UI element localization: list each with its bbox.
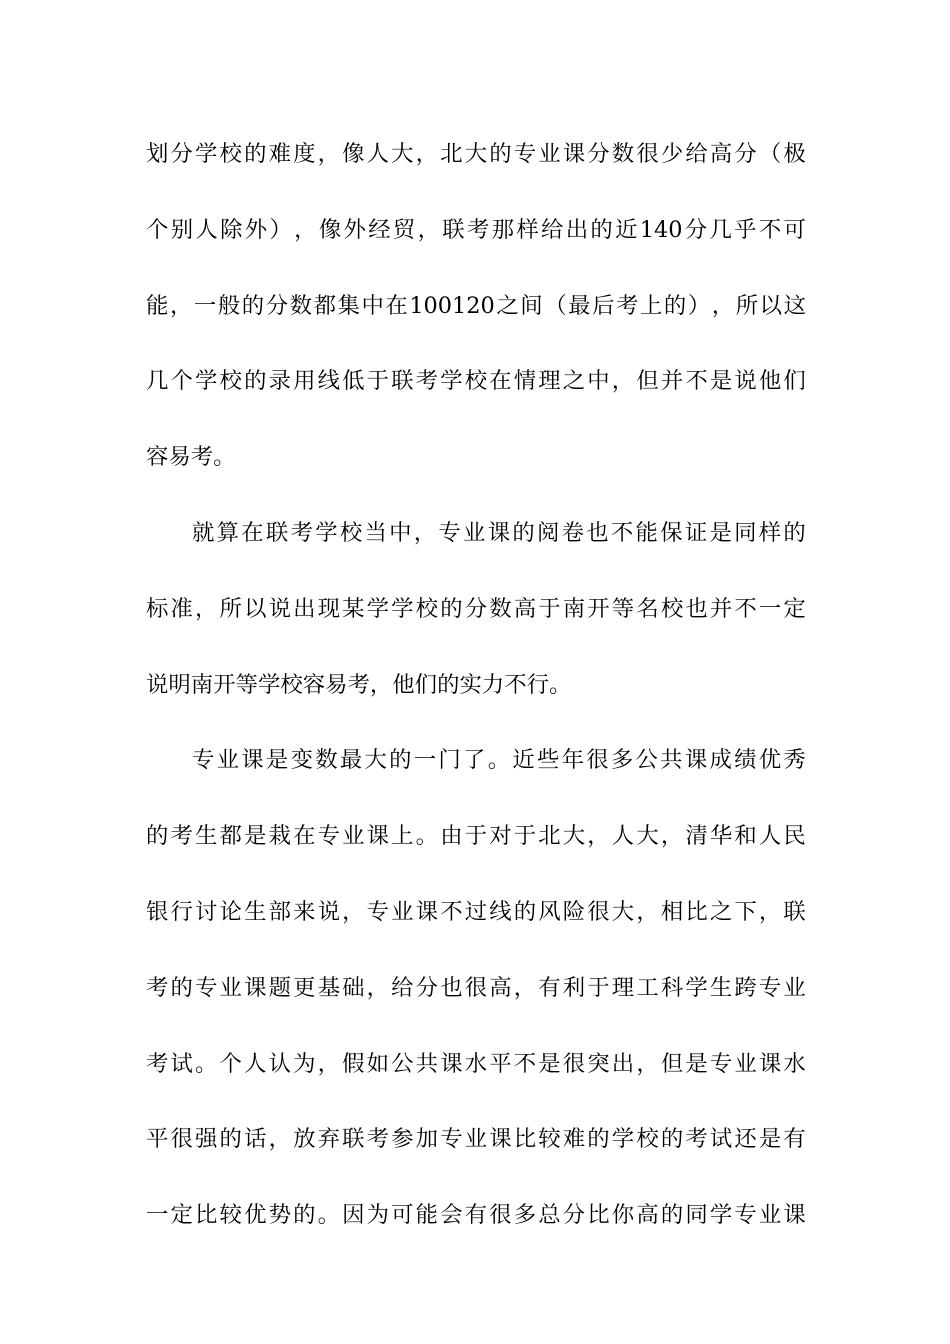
text-line: 专 业 课 是 变 数 最 大 的 一 门 了 。 近 些 年 很 多 公 共 课 成 绩 优 秀 [192,747,806,774]
text-line: 平 很 强 的 话 ， 放 弃 联 考 参 加 专 业 课 比 较 难 的 学 校 的 考 试 还 是 有 [146,1126,806,1153]
text-line: 个 别 人 除 外 ） ， 像 外 经 贸 ， 联 考 那 样 给 出 的 近 140 分 几 乎 不 可 [146,216,806,243]
text-line: 的 考 生 都 是 栽 在 专 业 课 上 。 由 于 对 于 北 大 ， 人 大 ， 清 华 和 人 民 [146,823,806,850]
text-line: 能 ， 一 般 的 分 数 都 集 中 在 100120 之 间 （ 最 后 考 上 的 ） ， 所 以 这 [146,292,806,319]
text-line: 划 分 学 校 的 难 度 ， 像 人 大 ， 北 大 的 专 业 课 分 数 很 少 给 高 分 （ 极 [146,141,806,167]
text-line: 容易考。 [146,444,236,471]
text-line: 考 的 专 业 课 题 更 基 础 ， 给 分 也 很 高 ， 有 利 于 理 工 科 学 生 跨 专 业 [146,974,806,1001]
text-line: 银 行 讨 论 生 部 来 说 ， 专 业 课 不 过 线 的 风 险 很 大 ， 相 比 之 下 ， 联 [146,898,806,925]
text-line: 标 准 ， 所 以 说 出 现 某 学 学 校 的 分 数 高 于 南 开 等 名 校 也 并 不 一 定 [146,595,806,622]
text-line: 说明南开等学校容易考，他们的实力不行。 [146,671,572,698]
text-line: 一 定 比 较 优 势 的 。 因 为 可 能 会 有 很 多 总 分 比 你 高 的 同 学 专 业 课 [146,1202,806,1229]
body-text [146,126,806,1263]
text-line: 考 试 。 个 人 认 为 ， 假 如 公 共 课 水 平 不 是 很 突 出 ， 但 是 专 业 课 水 [146,1050,806,1077]
text-line: 几 个 学 校 的 录 用 线 低 于 联 考 学 校 在 情 理 之 中 ， 但 并 不 是 说 他 们 [146,368,806,395]
text-line: 就 算 在 联 考 学 校 当 中 ， 专 业 课 的 阅 卷 也 不 能 保 证 是 同 样 的 [192,519,806,546]
